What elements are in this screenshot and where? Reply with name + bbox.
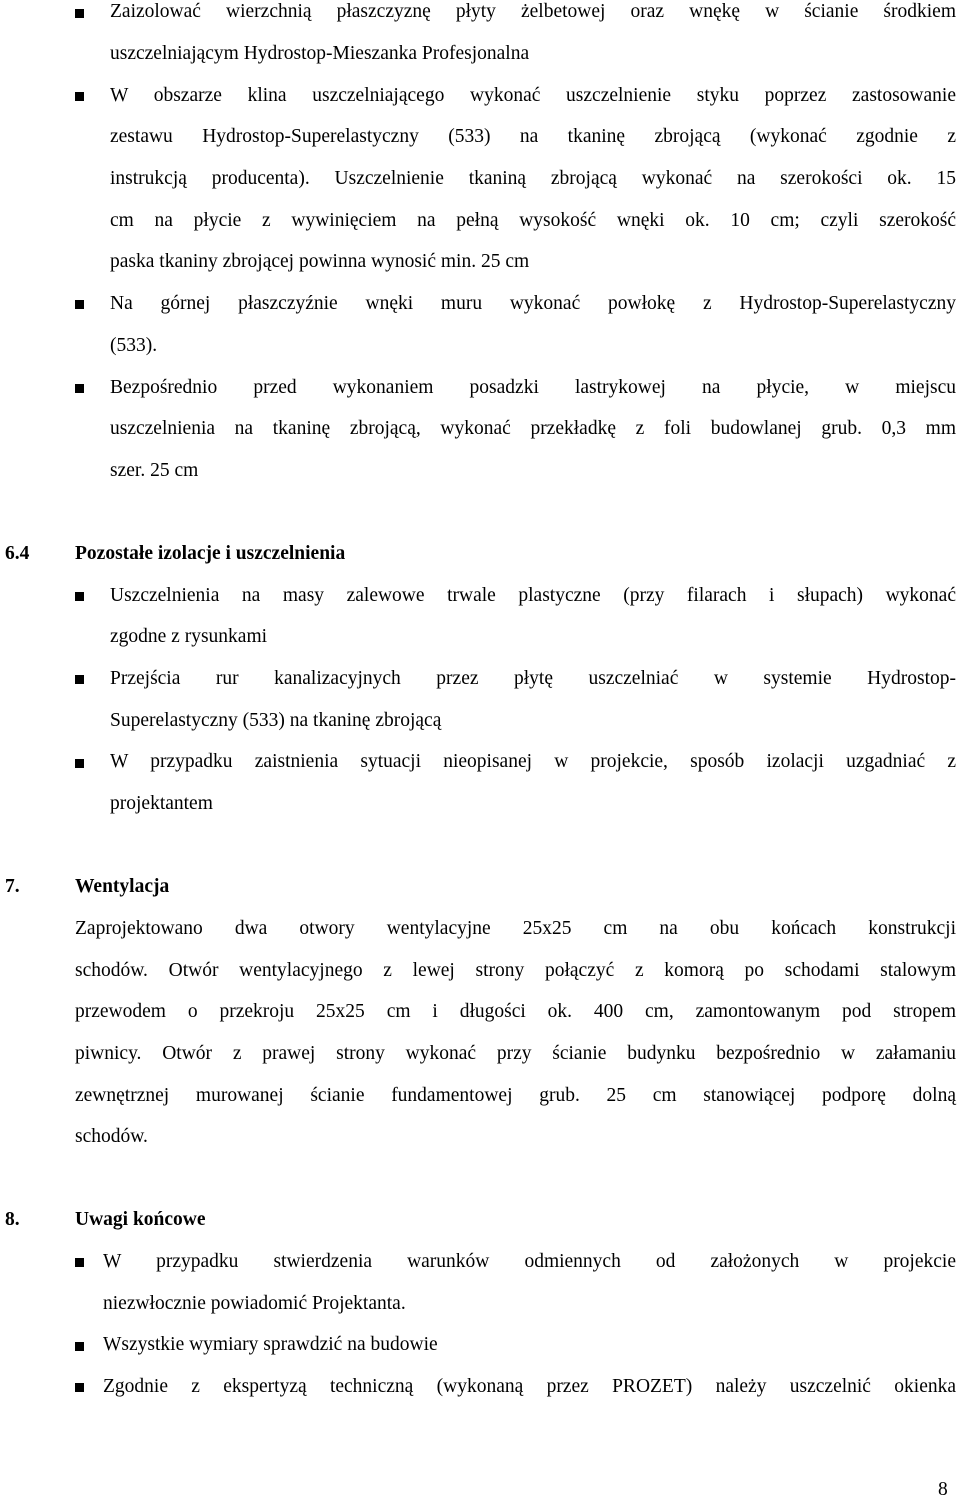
page-number: 8 [938,1479,948,1500]
bullet-text-line: instrukcją producenta). Uszczelnienie tkaniną zbrojącą wykonać na szerokości ok. 15 [110,168,956,189]
bullet-text-line: Zgodnie z ekspertyzą techniczną (wykonaną przez PROZET) należy uszczelnić okienka [103,1376,956,1397]
bullet-text-line: cm na płycie z wywinięciem na pełną wysokość wnęki ok. 10 cm; czyli szerokość [110,210,956,231]
bullet-marker [75,592,84,601]
bullet-text-line: zestawu Hydrostop-Superelastyczny (533) na tkaninę zbrojącą (wykonać zgodnie z [110,126,956,147]
bullet-text-line: (533). [110,335,158,356]
bullet-marker [75,1383,84,1392]
paragraph-line: zewnętrznej murowanej ścianie fundamentowej grub. 25 cm stanowiącej podporę dolną [75,1085,956,1106]
bullet-text-line: Przejścia rur kanalizacyjnych przez płytę uszczelniać w systemie Hydrostop- [110,668,956,689]
bullet-text-line: paska tkaniny zbrojącej powinna wynosić min. 25 cm [110,251,530,272]
bullet-text-line: Wszystkie wymiary sprawdzić na budowie [103,1334,438,1355]
section-number: 8. [5,1209,20,1230]
bullet-text-line: Na górnej płaszczyźnie wnęki muru wykonać powłokę z Hydrostop-Superelastyczny [110,293,956,314]
paragraph-line: przewodem o przekroju 25x25 cm i długości ok. 400 cm, zamontowanym pod stropem [75,1001,956,1022]
bullet-text-line: projektantem [110,793,213,814]
section-heading: Wentylacja [75,876,170,897]
paragraph-line: schodów. [75,1126,148,1147]
bullet-marker [75,1342,84,1351]
bullet-marker [75,759,84,768]
bullet-marker [75,1258,84,1267]
bullet-text-line: niezwłocznie powiadomić Projektanta. [103,1293,406,1314]
bullet-text-line: uszczelnienia na tkaninę zbrojącą, wykonać przekładkę z foli budowlanej grub. 0,3 mm [110,418,956,439]
bullet-marker [75,300,84,309]
bullet-text-line: zgodne z rysunkami [110,626,268,647]
bullet-text-line: uszczelniającym Hydrostop-Mieszanka Profesjonalna [110,43,530,64]
bullet-text-line: szer. 25 cm [110,460,199,481]
section-number: 6.4 [5,543,30,564]
bullet-marker [75,9,84,18]
bullet-marker [75,384,84,393]
bullet-text-line: W obszarze klina uszczelniającego wykonać uszczelnienie styku poprzez zastosowanie [110,85,956,106]
section-heading: Uwagi końcowe [75,1209,206,1230]
bullet-marker [75,675,84,684]
bullet-text-line: Superelastyczny (533) na tkaninę zbrojącą [110,710,442,731]
paragraph-line: piwnicy. Otwór z prawej strony wykonać przy ścianie budynku bezpośrednio w załamaniu [75,1043,956,1064]
section-heading: Pozostałe izolacje i uszczelnienia [75,543,346,564]
paragraph-line: schodów. Otwór wentylacyjnego z lewej strony połączyć z komorą po schodami stalowym [75,960,956,981]
paragraph-line: Zaprojektowano dwa otwory wentylacyjne 25x25 cm na obu końcach konstrukcji [75,918,956,939]
bullet-text-line: W przypadku stwierdzenia warunków odmiennych od założonych w projekcie [103,1251,956,1272]
bullet-text-line: Bezpośrednio przed wykonaniem posadzki lastrykowej na płycie, w miejscu [110,377,956,398]
bullet-marker [75,92,84,101]
bullet-text-line: W przypadku zaistnienia sytuacji nieopisanej w projekcie, sposób izolacji uzgadniać z [110,751,956,772]
section-number: 7. [5,876,20,897]
bullet-text-line: Zaizolować wierzchnią płaszczyznę płyty żelbetowej oraz wnękę w ścianie środkiem [110,1,956,22]
bullet-text-line: Uszczelnienia na masy zalewowe trwale plastyczne (przy filarach i słupach) wykonać [110,585,956,606]
